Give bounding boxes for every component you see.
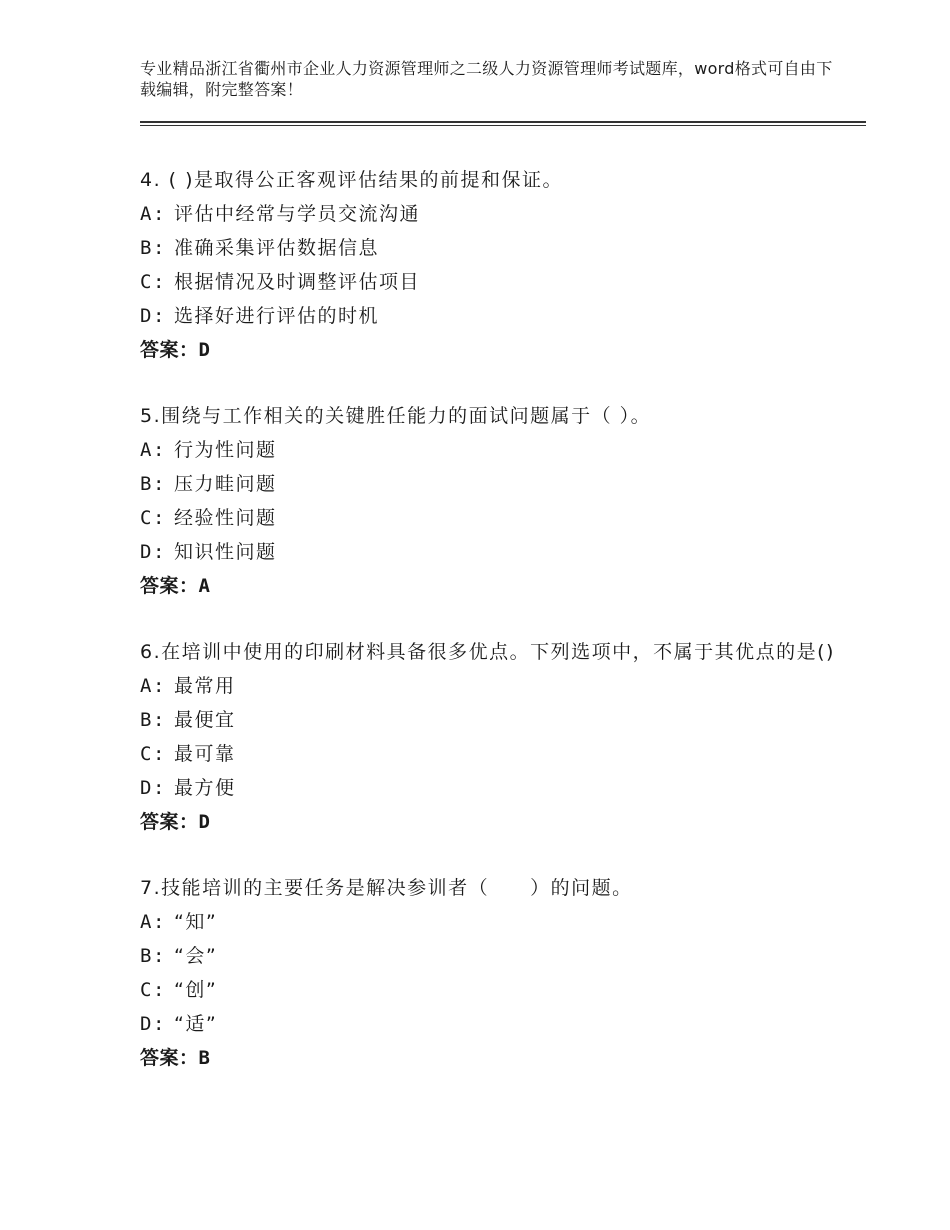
option-text: 准确采集评估数据信息 — [174, 237, 380, 259]
option-letter: A: — [140, 911, 166, 933]
header-divider-thick — [140, 121, 866, 123]
option-text: “创” — [174, 979, 218, 1001]
question-6 — [140, 635, 840, 839]
header-divider-thin — [140, 125, 866, 126]
option-d — [140, 771, 840, 805]
option-letter: D: — [140, 541, 166, 563]
option-a — [140, 433, 840, 467]
option-letter: C: — [140, 271, 166, 293]
answer-line — [140, 805, 840, 839]
header-title: 专业精品浙江省衢州市企业人力资源管理师之二级人力资源管理师考试题库，word格式可自由下载编辑，附完整答案！ — [140, 59, 833, 99]
option-text: 最便宜 — [174, 709, 236, 731]
option-a — [140, 669, 840, 703]
option-letter: C: — [140, 507, 166, 529]
answer-value: D — [198, 811, 211, 833]
question-list — [140, 163, 840, 1107]
question-text: 7.技能培训的主要任务是解决参训者（ ）的问题。 — [140, 877, 633, 899]
document-header — [140, 58, 840, 100]
option-text: 评估中经常与学员交流沟通 — [174, 203, 421, 225]
answer-label: 答案： — [140, 811, 199, 833]
option-text: 最常用 — [174, 675, 236, 697]
answer-value: D — [198, 339, 211, 361]
option-letter: D: — [140, 777, 166, 799]
option-text: 知识性问题 — [174, 541, 277, 563]
option-text: “会” — [174, 945, 218, 967]
option-letter: A: — [140, 675, 166, 697]
option-d — [140, 535, 840, 569]
option-letter: C: — [140, 743, 166, 765]
option-letter: B: — [140, 473, 166, 495]
option-letter: A: — [140, 439, 166, 461]
question-7 — [140, 871, 840, 1075]
option-c — [140, 737, 840, 771]
option-letter: B: — [140, 945, 166, 967]
answer-label: 答案： — [140, 575, 199, 597]
option-letter: D: — [140, 305, 166, 327]
option-a — [140, 905, 840, 939]
answer-label: 答案： — [140, 339, 199, 361]
question-4 — [140, 163, 840, 367]
option-text: 根据情况及时调整评估项目 — [174, 271, 421, 293]
option-c — [140, 501, 840, 535]
option-letter: D: — [140, 1013, 166, 1035]
answer-value: A — [198, 575, 211, 597]
question-text: 4. ( )是取得公正客观评估结果的前提和保证。 — [140, 169, 564, 191]
option-b — [140, 703, 840, 737]
option-text: “适” — [174, 1013, 218, 1035]
option-letter: B: — [140, 709, 166, 731]
question-5 — [140, 399, 840, 603]
option-text: 最可靠 — [174, 743, 236, 765]
option-letter: A: — [140, 203, 166, 225]
option-text: “知” — [174, 911, 218, 933]
option-b — [140, 231, 840, 265]
option-b — [140, 939, 840, 973]
option-b — [140, 467, 840, 501]
option-a — [140, 197, 840, 231]
answer-line — [140, 569, 840, 603]
option-text: 压力畦问题 — [174, 473, 277, 495]
option-text: 经验性问题 — [174, 507, 277, 529]
option-c — [140, 973, 840, 1007]
question-text: 6.在培训中使用的印刷材料具备很多优点。下列选项中，不属于其优点的是() — [140, 641, 835, 663]
option-text: 选择好进行评估的时机 — [174, 305, 380, 327]
answer-value: B — [198, 1047, 211, 1069]
answer-line — [140, 1041, 840, 1075]
option-d — [140, 299, 840, 333]
option-c — [140, 265, 840, 299]
option-letter: C: — [140, 979, 166, 1001]
answer-label: 答案： — [140, 1047, 199, 1069]
question-text: 5.围绕与工作相关的关键胜任能力的面试问题属于（ ）。 — [140, 405, 652, 427]
option-letter: B: — [140, 237, 166, 259]
option-d — [140, 1007, 840, 1041]
option-text: 最方便 — [174, 777, 236, 799]
answer-line — [140, 333, 840, 367]
option-text: 行为性问题 — [174, 439, 277, 461]
